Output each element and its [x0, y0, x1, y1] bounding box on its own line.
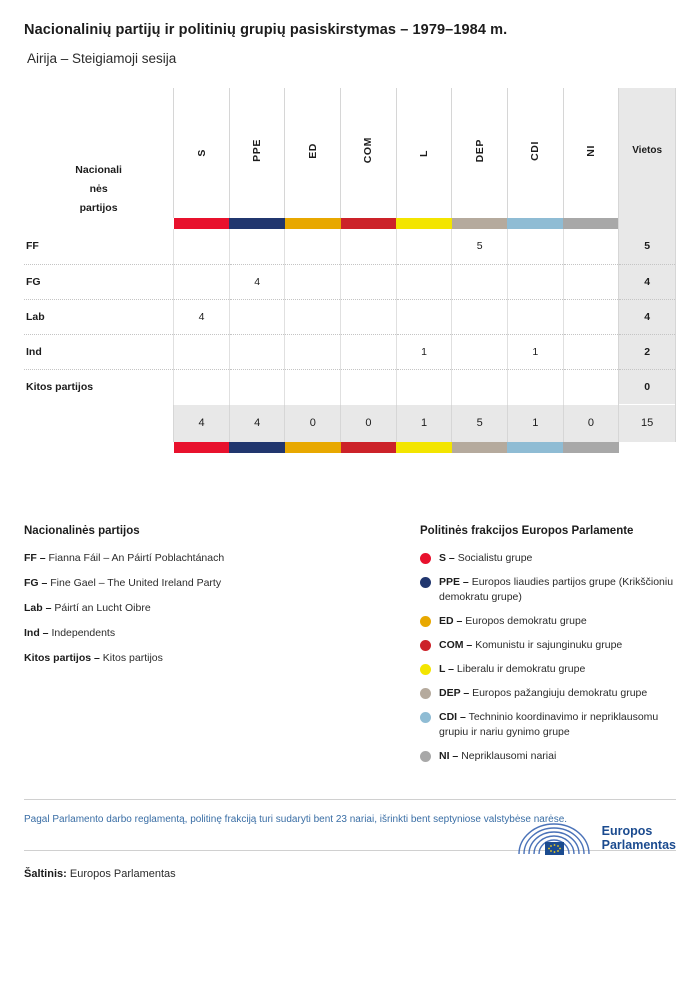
legend-national-parties — [24, 525, 420, 773]
legend-color-dot-s — [420, 553, 431, 564]
legend-item — [420, 662, 676, 677]
cell-value — [285, 334, 341, 369]
legend-name: Páirtí an Lucht Oibre — [54, 602, 151, 614]
legend-name: Nepriklausomi nariai — [461, 750, 557, 762]
legend-color-dot-ppe — [420, 577, 431, 588]
cell-value — [229, 229, 285, 264]
divider-top — [24, 799, 676, 800]
color-strip-row-top — [24, 218, 676, 229]
source-line — [24, 868, 676, 880]
legend-abbr: L – — [439, 663, 454, 675]
legend-color-dot-cdi — [420, 712, 431, 723]
table-header-row — [24, 88, 676, 218]
logo-line-1: Europos — [601, 824, 653, 838]
row-label: FG — [24, 264, 174, 299]
cell-value — [563, 369, 619, 404]
column-header-label: CDI — [529, 140, 542, 161]
row-total: 4 — [619, 299, 676, 334]
cell-value — [563, 299, 619, 334]
cell-value: 5 — [452, 229, 508, 264]
legend-abbr: FG – — [24, 577, 48, 589]
column-header-cdi — [507, 88, 563, 218]
legend-item — [420, 575, 676, 605]
legend-name: Kitos partijos — [102, 652, 163, 664]
cell-value — [341, 299, 397, 334]
legend-abbr: NI – — [439, 750, 459, 762]
strip-cdi — [507, 442, 563, 453]
legend-name: Socialistu grupe — [457, 552, 533, 564]
cell-value — [285, 369, 341, 404]
table-row — [24, 334, 676, 369]
table-grid — [24, 88, 676, 453]
column-header-label: COM — [362, 137, 375, 164]
summary-value: 1 — [507, 404, 563, 442]
footnote: Pagal Parlamento darbo reglamentą, politinę frakciją turi sudaryti bent 23 nariai, išrinkti bent septyniose valstybėse narėse. — [24, 814, 568, 825]
strip-spacer — [24, 218, 174, 229]
cell-value — [174, 264, 230, 299]
cell-value — [452, 264, 508, 299]
legend-color-dot-ni — [420, 751, 431, 762]
column-header-label: ED — [306, 142, 319, 159]
parliament-hemicycle-icon — [515, 818, 593, 858]
legend-abbr: Ind – — [24, 627, 49, 639]
corner-line-1: Nacionali — [75, 164, 122, 176]
column-header-ed — [285, 88, 341, 218]
legend-abbr: DEP – — [439, 687, 470, 699]
strip-ed — [285, 218, 341, 229]
summary-value: 0 — [285, 404, 341, 442]
strip-ed — [285, 442, 341, 453]
legend-item — [420, 686, 676, 701]
cell-value — [396, 229, 452, 264]
legend-name: Liberalu ir demokratu grupe — [456, 663, 586, 675]
summary-value: 1 — [396, 404, 452, 442]
legend-item — [24, 576, 420, 591]
source-value: Europos Parlamentas — [69, 868, 176, 880]
legend-color-dot-l — [420, 664, 431, 675]
legend-name: Techninio koordinavimo ir nepriklausomu grupiu ir nariu gynimo grupe — [439, 711, 659, 738]
page-subtitle: Airija – Steigiamoji sesija — [27, 51, 177, 66]
legend-item — [420, 638, 676, 653]
legend-name: Komunistu ir sajunginuku grupe — [475, 639, 623, 651]
color-strip-row-bottom — [24, 442, 676, 453]
summary-grand-total: 15 — [619, 404, 676, 442]
legend-color-dot-dep — [420, 688, 431, 699]
column-header-label: S — [195, 149, 208, 157]
cell-value — [229, 369, 285, 404]
column-header-ni — [563, 88, 619, 218]
legend-abbr: ED – — [439, 615, 463, 627]
summary-value: 4 — [229, 404, 285, 442]
legend-item — [420, 749, 676, 764]
cell-value — [396, 264, 452, 299]
distribution-table — [24, 88, 676, 453]
legend-item — [24, 551, 420, 566]
legend-abbr: COM – — [439, 639, 473, 651]
legends — [24, 525, 676, 773]
cell-value — [341, 264, 397, 299]
cell-value — [229, 299, 285, 334]
column-header-total — [619, 88, 676, 218]
strip-com — [341, 218, 397, 229]
legend-item — [420, 551, 676, 566]
row-label: Kitos partijos — [24, 369, 174, 404]
strip-s — [174, 442, 230, 453]
row-total: 0 — [619, 369, 676, 404]
logo-line-2: Parlamentas — [601, 838, 676, 852]
cell-value: 4 — [229, 264, 285, 299]
strip-ni — [563, 218, 619, 229]
total-header-label: Vietos — [632, 144, 663, 156]
legend-groups-title: Politinės frakcijos Europos Parlamente — [420, 525, 634, 537]
legend-abbr: PPE – — [439, 576, 469, 588]
strip-ppe — [229, 442, 285, 453]
strip-total — [619, 218, 676, 229]
cell-value — [563, 334, 619, 369]
infographic-page — [0, 22, 700, 880]
strip-dep — [452, 442, 508, 453]
column-header-dep — [452, 88, 508, 218]
table-summary-row — [24, 404, 676, 442]
row-total: 4 — [619, 264, 676, 299]
summary-value: 4 — [174, 404, 230, 442]
legend-color-dot-ed — [420, 616, 431, 627]
page-title: Nacionalinių partijų ir politinių grupių pasiskirstymas – 1979–1984 m. — [24, 22, 508, 38]
strip-total — [619, 442, 676, 453]
cell-value — [396, 299, 452, 334]
column-header-label: NI — [584, 145, 597, 157]
column-header-s — [174, 88, 230, 218]
cell-value — [507, 264, 563, 299]
cell-value — [229, 334, 285, 369]
legend-item — [24, 601, 420, 616]
european-parliament-logo — [515, 818, 676, 858]
cell-value — [285, 299, 341, 334]
legend-abbr: CDI – — [439, 711, 466, 723]
summary-value: 0 — [341, 404, 397, 442]
legend-political-groups — [420, 525, 676, 773]
cell-value — [341, 229, 397, 264]
strip-s — [174, 218, 230, 229]
legend-name: Independents — [51, 627, 116, 639]
legend-name: Europos liaudies partijos grupe (Krikščioniu demokratu grupe) — [439, 576, 674, 603]
column-header-label: PPE — [251, 139, 264, 162]
table-row — [24, 229, 676, 264]
strip-com — [341, 442, 397, 453]
cell-value — [341, 334, 397, 369]
legend-name: Europos demokratu grupe — [465, 615, 587, 627]
legend-abbr: FF – — [24, 552, 46, 564]
cell-value — [341, 369, 397, 404]
corner-line-2: nės — [89, 183, 108, 195]
cell-value: 4 — [174, 299, 230, 334]
row-label: Lab — [24, 299, 174, 334]
legend-name: Europos pažangiuju demokratu grupe — [472, 687, 648, 699]
column-header-label: DEP — [473, 138, 486, 163]
logo-text — [602, 824, 676, 852]
cell-value — [174, 334, 230, 369]
legend-item — [24, 651, 420, 666]
column-header-ppe — [229, 88, 285, 218]
strip-l — [396, 218, 452, 229]
cell-value — [507, 299, 563, 334]
corner-line-3: partijos — [79, 202, 118, 214]
source-label: Šaltinis: — [24, 868, 67, 880]
strip-dep — [452, 218, 508, 229]
legend-abbr: Kitos partijos – — [24, 652, 100, 664]
row-label: Ind — [24, 334, 174, 369]
table-row — [24, 264, 676, 299]
cell-value — [285, 264, 341, 299]
strip-l — [396, 442, 452, 453]
table-row — [24, 299, 676, 334]
cell-value — [452, 369, 508, 404]
legend-item — [420, 710, 676, 740]
row-label: FF — [24, 229, 174, 264]
legend-abbr: S – — [439, 552, 455, 564]
strip-spacer — [24, 442, 174, 453]
cell-value — [285, 229, 341, 264]
cell-value — [452, 334, 508, 369]
legend-color-dot-com — [420, 640, 431, 651]
column-header-l — [396, 88, 452, 218]
cell-value: 1 — [396, 334, 452, 369]
summary-value: 0 — [563, 404, 619, 442]
legend-name: Fianna Fáil – An Páirtí Poblachtánach — [48, 552, 225, 564]
row-total: 5 — [619, 229, 676, 264]
legend-item — [420, 614, 676, 629]
table-corner-label — [24, 88, 174, 218]
strip-ni — [563, 442, 619, 453]
cell-value: 1 — [507, 334, 563, 369]
strip-cdi — [507, 218, 563, 229]
cell-value — [174, 369, 230, 404]
legend-abbr: Lab – — [24, 602, 52, 614]
strip-ppe — [229, 218, 285, 229]
cell-value — [507, 229, 563, 264]
cell-value — [563, 264, 619, 299]
summary-label — [24, 404, 174, 442]
row-total: 2 — [619, 334, 676, 369]
cell-value — [507, 369, 563, 404]
legend-item — [24, 626, 420, 641]
column-header-com — [341, 88, 397, 218]
column-header-label: L — [418, 149, 431, 157]
cell-value — [563, 229, 619, 264]
cell-value — [174, 229, 230, 264]
legend-name: Fine Gael – The United Ireland Party — [50, 577, 222, 589]
cell-value — [452, 299, 508, 334]
legend-national-title: Nacionalinės partijos — [24, 525, 140, 537]
summary-value: 5 — [452, 404, 508, 442]
cell-value — [396, 369, 452, 404]
table-row — [24, 369, 676, 404]
